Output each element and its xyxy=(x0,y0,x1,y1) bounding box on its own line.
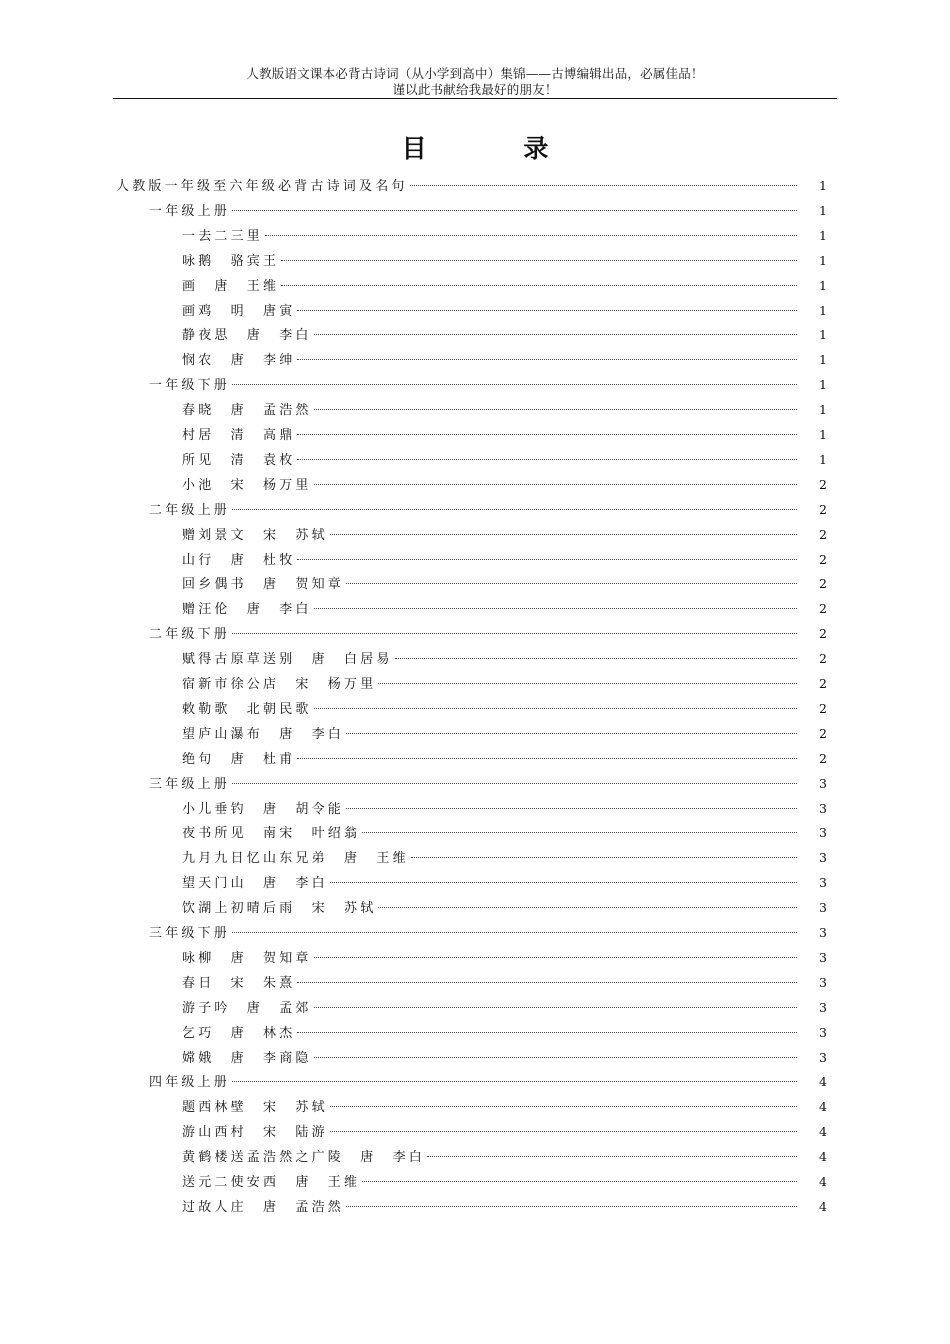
toc-entry-title: 饮湖上初晴后雨 宋 苏轼 xyxy=(182,901,377,917)
toc-entry-page-number: 2 xyxy=(819,750,827,766)
toc-dot-leader xyxy=(232,932,797,933)
toc-entry[interactable] xyxy=(182,722,827,746)
toc-entry-page-number: 3 xyxy=(819,999,827,1015)
toc-entry-title: 嫦娥 唐 李商隐 xyxy=(182,1050,312,1066)
toc-entry[interactable] xyxy=(182,348,827,372)
toc-entry-page-number: 1 xyxy=(819,202,827,218)
toc-entry[interactable] xyxy=(182,672,827,696)
toc-entry-page-number: 3 xyxy=(819,875,827,891)
toc-dot-leader xyxy=(330,534,797,535)
toc-entry[interactable] xyxy=(182,846,827,870)
toc-entry-page-number: 3 xyxy=(819,800,827,816)
toc-entry-title: 一年级上册 xyxy=(149,203,231,219)
toc-entry-page-number: 3 xyxy=(819,1024,827,1040)
toc-dot-leader xyxy=(232,1081,797,1082)
toc-entry-page-number: 1 xyxy=(819,327,827,343)
toc-entry[interactable] xyxy=(149,373,827,397)
toc-entry[interactable] xyxy=(182,1046,827,1070)
toc-entry[interactable] xyxy=(182,1021,827,1045)
toc-dot-leader xyxy=(297,1032,797,1033)
toc-dot-leader xyxy=(314,708,797,709)
header-line-1: 人教版语文课本必背古诗词（从小学到高中）集锦——古博编辑出品，必属佳品！ xyxy=(246,66,704,81)
toc-entry-page-number: 4 xyxy=(819,1149,827,1165)
toc-entry[interactable] xyxy=(182,473,827,497)
toc-entry-title: 画 唐 王维 xyxy=(182,278,280,294)
toc-dot-leader xyxy=(281,260,797,261)
toc-dot-leader xyxy=(232,210,797,211)
toc-entry-title: 悯农 唐 李绅 xyxy=(182,353,296,369)
toc-dot-leader xyxy=(297,459,797,460)
toc-entry[interactable] xyxy=(149,498,827,522)
toc-dot-leader xyxy=(314,608,797,609)
toc-entry-page-number: 4 xyxy=(819,1074,827,1090)
toc-entry[interactable] xyxy=(182,597,827,621)
toc-entry[interactable] xyxy=(182,448,827,472)
toc-entry-title: 村居 清 高鼎 xyxy=(182,428,296,443)
toc-entry-title: 二年级上册 xyxy=(149,502,231,518)
toc-entry-title: 春晓 唐 孟浩然 xyxy=(182,403,312,419)
toc-entry-page-number: 1 xyxy=(819,402,827,418)
toc-entry-page-number: 2 xyxy=(819,626,827,642)
toc-entry[interactable] xyxy=(182,1170,827,1194)
toc-entry-page-number: 1 xyxy=(819,227,827,243)
toc-dot-leader xyxy=(378,683,797,684)
toc-entry-page-number: 1 xyxy=(819,451,827,467)
toc-entry-title: 绝句 唐 杜甫 xyxy=(182,751,296,767)
toc-entry-title: 所见 清 袁枚 xyxy=(182,452,296,468)
toc-entry-page-number: 4 xyxy=(819,1099,827,1115)
toc-dot-leader xyxy=(378,907,797,908)
toc-entry-page-number: 4 xyxy=(819,1174,827,1189)
toc-title: 目 录 xyxy=(401,134,593,163)
toc-entry-title: 春日 宋 朱熹 xyxy=(182,975,296,991)
toc-dot-leader xyxy=(297,559,797,560)
toc-entry[interactable] xyxy=(182,821,827,845)
toc-entry-page-number: 3 xyxy=(819,1049,827,1065)
toc-dot-leader xyxy=(362,832,797,833)
toc-dot-leader xyxy=(297,982,797,983)
toc-entry[interactable] xyxy=(182,523,827,547)
toc-entry[interactable] xyxy=(182,1145,827,1169)
toc-entry-page-number: 2 xyxy=(819,651,827,667)
toc-dot-leader xyxy=(411,857,797,858)
toc-entry-page-number: 2 xyxy=(819,501,827,517)
toc-entry-title: 三年级上册 xyxy=(149,776,231,792)
toc-entry-page-number: 3 xyxy=(819,925,827,940)
toc-entry-page-number: 2 xyxy=(819,476,827,492)
toc-entry-title: 山行 唐 杜牧 xyxy=(182,552,296,568)
toc-entry[interactable] xyxy=(182,1195,827,1219)
toc-entry-page-number: 1 xyxy=(819,302,827,318)
toc-entry[interactable] xyxy=(182,697,827,721)
toc-entry-title: 画鸡 明 唐寅 xyxy=(182,303,296,319)
toc-entry-title: 乞巧 唐 林杰 xyxy=(182,1025,296,1041)
toc-entry-title: 二年级下册 xyxy=(149,627,231,643)
toc-entry[interactable] xyxy=(182,747,827,771)
toc-entry-page-number: 1 xyxy=(819,352,827,368)
toc-entry[interactable] xyxy=(182,274,827,298)
toc-dot-leader xyxy=(330,1106,797,1107)
toc-entry-title: 敕勒歌 北朝民歌 xyxy=(182,701,312,717)
toc-dot-leader xyxy=(346,808,797,809)
toc-entry[interactable] xyxy=(149,1070,827,1094)
toc-dot-leader xyxy=(314,957,797,958)
toc-entry-title: 赠汪伦 唐 李白 xyxy=(182,602,312,618)
toc-entry-title: 送元二使安西 唐 王维 xyxy=(182,1175,361,1190)
toc-dot-leader xyxy=(232,783,797,784)
toc-entry-page-number: 1 xyxy=(819,427,827,442)
toc-dot-leader xyxy=(232,384,797,385)
toc-dot-leader xyxy=(314,409,797,410)
toc-entry-page-number: 3 xyxy=(819,775,827,791)
toc-entry[interactable] xyxy=(149,622,827,646)
toc-entry-title: 九月九日忆山东兄弟 唐 王维 xyxy=(182,851,409,867)
toc-entry-page-number: 3 xyxy=(819,974,827,990)
toc-entry-page-number: 2 xyxy=(819,700,827,716)
toc-entry-title: 宿新市徐公店 宋 杨万里 xyxy=(182,677,377,692)
toc-entry-title: 一年级下册 xyxy=(149,378,231,394)
toc-entry-page-number: 1 xyxy=(819,377,827,393)
toc-entry[interactable] xyxy=(182,996,827,1020)
toc-entry-page-number: 4 xyxy=(819,1124,827,1140)
toc-entry-page-number: 4 xyxy=(819,1198,827,1214)
toc-dot-leader xyxy=(314,334,797,335)
toc-entry-title: 咏柳 唐 贺知章 xyxy=(182,950,312,966)
toc-dot-leader xyxy=(395,658,797,659)
toc-entry[interactable] xyxy=(182,946,827,970)
toc-entry[interactable] xyxy=(182,249,827,273)
toc-entry[interactable] xyxy=(182,971,827,995)
toc-entry-page-number: 2 xyxy=(819,676,827,691)
toc-dot-leader xyxy=(297,434,797,435)
toc-entry-page-number: 3 xyxy=(819,825,827,841)
toc-entry[interactable] xyxy=(182,548,827,572)
toc-entry[interactable] xyxy=(182,1095,827,1119)
toc-entry[interactable] xyxy=(149,199,827,223)
toc-dot-leader xyxy=(427,1156,797,1157)
toc-entry[interactable] xyxy=(149,772,827,796)
toc-entry-title: 小池 宋 杨万里 xyxy=(182,477,312,493)
toc-entry-title: 一去二三里 xyxy=(182,228,264,244)
toc-dot-leader xyxy=(346,1206,797,1207)
toc-dot-leader xyxy=(265,235,797,236)
page-header xyxy=(113,66,837,98)
toc-dot-leader xyxy=(346,733,797,734)
toc-entry-title: 三年级下册 xyxy=(149,926,231,941)
toc-dot-leader xyxy=(314,1057,797,1058)
toc-entry[interactable] xyxy=(182,224,827,248)
toc-dot-leader xyxy=(346,583,797,584)
toc-dot-leader xyxy=(297,359,797,360)
toc-entry-page-number: 1 xyxy=(819,178,827,193)
toc-entry[interactable] xyxy=(116,174,827,198)
toc-entry[interactable] xyxy=(182,323,827,347)
toc-entry-title: 赠刘景文 宋 苏轼 xyxy=(182,527,328,543)
toc-entry-title: 游山西村 宋 陆游 xyxy=(182,1125,328,1141)
toc-entry[interactable] xyxy=(182,398,827,422)
toc-entry[interactable] xyxy=(182,572,827,596)
toc-entry-page-number: 1 xyxy=(819,277,827,293)
toc-entry[interactable] xyxy=(149,921,827,945)
toc-dot-leader xyxy=(281,285,797,286)
toc-entry-page-number: 3 xyxy=(819,900,827,916)
toc-dot-leader xyxy=(330,882,797,883)
toc-entry-title: 人教版一年级至六年级必背古诗词及名句 xyxy=(116,179,408,194)
toc-entry-title: 四年级上册 xyxy=(149,1075,231,1091)
toc-entry-title: 题西林壁 宋 苏轼 xyxy=(182,1100,328,1116)
toc-entry-title: 赋得古原草送别 唐 白居易 xyxy=(182,652,393,668)
toc-entry-page-number: 2 xyxy=(819,601,827,617)
toc-entry[interactable] xyxy=(182,797,827,821)
toc-entry-page-number: 2 xyxy=(819,725,827,741)
toc-dot-leader xyxy=(314,484,797,485)
toc-entry-title: 回乡偶书 唐 贺知章 xyxy=(182,577,345,593)
toc-entry-title: 咏鹅 骆宾王 xyxy=(182,253,280,269)
toc-entry-title: 黄鹤楼送孟浩然之广陵 唐 李白 xyxy=(182,1150,426,1166)
toc-entry-title: 望庐山瀑布 唐 李白 xyxy=(182,726,345,742)
toc-entry[interactable] xyxy=(182,299,827,323)
toc-entry-title: 过故人庄 唐 孟浩然 xyxy=(182,1199,345,1215)
toc-entry-page-number: 3 xyxy=(819,850,827,866)
toc-entry-page-number: 2 xyxy=(819,576,827,592)
toc-dot-leader xyxy=(330,1131,797,1132)
toc-entry-title: 夜书所见 南宋 叶绍翁 xyxy=(182,826,361,842)
toc-entry-title: 游子吟 唐 孟郊 xyxy=(182,1000,312,1016)
toc-dot-leader xyxy=(232,633,797,634)
toc-dot-leader xyxy=(232,509,797,510)
header-line-2: 谨以此书献给我最好的朋友！ xyxy=(392,82,558,97)
toc-entry-title: 小儿垂钓 唐 胡令能 xyxy=(182,801,345,817)
toc-entry-title: 望天门山 唐 李白 xyxy=(182,876,328,892)
toc-dot-leader xyxy=(362,1181,797,1182)
toc-entry-page-number: 2 xyxy=(819,551,827,567)
toc-entry[interactable] xyxy=(182,647,827,671)
toc-dot-leader xyxy=(410,185,797,186)
toc-dot-leader xyxy=(314,1007,797,1008)
toc-entry-page-number: 3 xyxy=(819,949,827,965)
header-rule xyxy=(113,98,837,99)
toc-entry-page-number: 1 xyxy=(819,252,827,268)
toc-entry[interactable] xyxy=(182,1120,827,1144)
toc-entry-title: 静夜思 唐 李白 xyxy=(182,328,312,344)
toc-dot-leader xyxy=(297,758,797,759)
toc-entry[interactable] xyxy=(182,871,827,895)
toc-dot-leader xyxy=(297,310,797,311)
toc-entry[interactable] xyxy=(182,423,827,447)
toc-entry[interactable] xyxy=(182,896,827,920)
toc-entry-page-number: 2 xyxy=(819,526,827,542)
